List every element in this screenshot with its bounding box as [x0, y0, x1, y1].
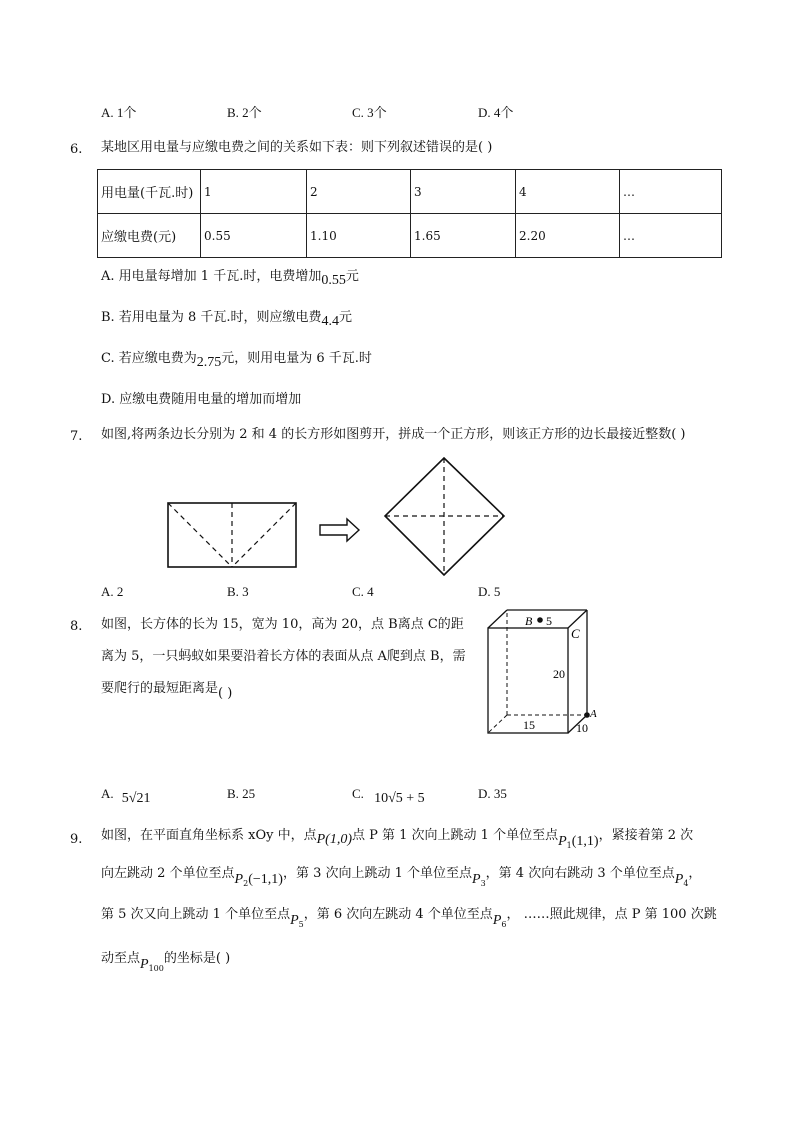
q9-text: 向左跳动 2 个单位至点 [101, 866, 235, 881]
q5-option-c: C. 3个 [352, 105, 387, 120]
q9-line1 [101, 827, 693, 855]
q7-cut-line [168, 503, 232, 567]
q6-option-c-text: C. 若应缴电费为 [101, 351, 197, 366]
q8-label-5: 5 [546, 614, 552, 628]
q9-point-p0: P(1,0) [316, 832, 352, 847]
q8-answer-paren: ( ) [218, 686, 233, 701]
q7-figure [160, 450, 520, 585]
q8-number: 8. [70, 619, 83, 634]
table-row [98, 170, 722, 214]
q8-label-c: C [571, 626, 580, 641]
q6-option-a-unit: 元 [345, 269, 359, 284]
q6-option-c [101, 350, 372, 372]
q8-option-c-label: C. [352, 786, 364, 801]
q6-number: 6. [70, 142, 83, 157]
q8-option-d: D. 35 [478, 786, 507, 801]
q7-option-d: D. 5 [478, 584, 501, 599]
q8-stem-line2: 离为 5，一只蚂蚁如果要沿着长方体的表面从点 A爬到点 B，需 [101, 649, 466, 664]
q6-stem [101, 139, 492, 157]
q8-option-c [352, 785, 425, 804]
q6-option-a-text: A. 用电量每增加 1 千瓦.时，电费增加 [101, 269, 322, 284]
q7-stem [101, 426, 686, 444]
q8-option-c-value: 10√5 + 5 [374, 791, 425, 806]
q5-option-b: B. 2个 [227, 105, 262, 120]
q8-point-a [584, 712, 590, 718]
q9-line4 [101, 950, 230, 978]
q5-option-a: A. 1个 [101, 105, 137, 120]
q8-label-15: 15 [523, 718, 535, 732]
q9-point-p6: P [492, 913, 502, 928]
q7-stem-text: 如图,将两条边长分别为 2 和 4 的长方形如图剪开，拼成一个正方形，则该正方形的边长最接近整数 [101, 427, 672, 442]
table-cell: 1.10 [307, 214, 411, 258]
table-cell: 0.55 [201, 214, 307, 258]
q8-label-20: 20 [553, 667, 565, 681]
q6-option-a [101, 268, 359, 290]
q8-stem-text: 要爬行的最短距离是 [101, 681, 219, 696]
q9-text: ， ……照此规律，点 P 第 100 次跳 [506, 907, 717, 922]
q8-hidden-edge [488, 715, 507, 733]
q8-option-a-value: 5√21 [121, 791, 151, 806]
q8-stem-line1: 如图，长方体的长为 15，宽为 10，高为 20，点 B离点 C的距 [101, 617, 464, 632]
q9-point-p2-sub: 2 [243, 879, 249, 888]
q6-option-c-value: 2.75 [196, 355, 222, 370]
q7-option-c: C. 4 [352, 584, 374, 599]
table-cell: 2.20 [516, 214, 620, 258]
q9-text: ，第 4 次向右跳动 3 个单位至点 [485, 866, 675, 881]
q6-option-b-text: B. 若用电量为 8 千瓦.时，则应缴电费 [101, 310, 322, 325]
q9-point-p4: P [674, 872, 684, 887]
q9-point-p2: P [234, 872, 244, 887]
q5-option-d: D. 4个 [478, 105, 514, 120]
q9-point-p1-sub: 1 [566, 841, 572, 850]
q9-text: ，第 3 次向上跳动 1 个单位至点 [282, 866, 473, 881]
q8-label-a: A [590, 708, 597, 720]
q8-point-b [537, 617, 543, 623]
table-cell: 4 [516, 170, 620, 214]
q9-number: 9. [70, 832, 83, 847]
q9-answer-paren: ( ) [215, 951, 231, 966]
q7-cut-line [232, 503, 296, 567]
table-cell: 2 [307, 170, 411, 214]
table-row [98, 214, 722, 258]
q9-point-p3: P [472, 872, 481, 887]
q7-option-a: A. 2 [101, 584, 124, 599]
q9-point-p6-sub: 6 [501, 920, 507, 929]
q9-point-p5: P [290, 913, 299, 928]
q9-point-p5-sub: 5 [298, 920, 304, 929]
q6-stem-text: 某地区用电量与应缴电费之间的关系如下表：则下列叙述错误的是 [101, 140, 479, 155]
table-header-fee: 应缴电费(元) [98, 214, 201, 258]
q9-text: 第 5 次又向上跳动 1 个单位至点 [101, 907, 291, 922]
q8-option-a-label: A. [101, 786, 114, 801]
q6-answer-paren: ( ) [478, 140, 493, 155]
table-cell: 1 [201, 170, 307, 214]
q9-point-p4-sub: 4 [683, 879, 689, 888]
table-cell: 1.65 [411, 214, 516, 258]
q9-point-p1: P [558, 834, 567, 849]
q6-table [97, 169, 722, 258]
table-header-usage: 用电量(千瓦.时) [98, 170, 201, 214]
q7-option-b: B. 3 [227, 584, 249, 599]
q9-line3 [101, 906, 717, 934]
table-cell: … [620, 214, 722, 258]
q8-cuboid-figure [480, 600, 600, 740]
q9-point-p1-coord: (1,1) [571, 834, 599, 849]
q9-text: 的坐标是 [163, 951, 216, 966]
q9-text: ，第 6 次向左跳动 4 个单位至点 [303, 907, 493, 922]
q9-point-p100-sub: 100 [148, 964, 164, 973]
q8-edge [488, 610, 507, 628]
q7-arrow-icon [320, 519, 359, 541]
q6-option-c-unit: 元，则用电量为 6 千瓦.时 [221, 351, 372, 366]
q9-point-p2-coord: (−1,1) [248, 872, 283, 887]
q8-option-b: B. 25 [227, 786, 256, 801]
q9-point-p100: P [140, 957, 149, 972]
q9-text: 动至点 [101, 951, 141, 966]
q9-text: ，紧接着第 2 次 [598, 828, 694, 843]
q7-answer-paren: ( ) [671, 427, 686, 442]
q9-text: ， [688, 866, 702, 881]
q9-text: 如图，在平面直角坐标系 xOy 中，点 [101, 828, 317, 843]
q6-option-d: D. 应缴电费随用电量的增加而增加 [101, 392, 302, 407]
q9-point-p3-sub: 3 [480, 879, 486, 888]
q6-option-b [101, 309, 352, 331]
q8-label-10: 10 [576, 721, 588, 735]
q8-label-b: B [525, 614, 533, 628]
table-cell: 3 [411, 170, 516, 214]
table-cell: … [620, 170, 722, 214]
q9-text: 点 P 第 1 次向上跳动 1 个单位至点 [352, 828, 559, 843]
q8-stem-line3 [101, 680, 232, 703]
q6-option-b-value: 4.4 [321, 314, 339, 329]
q8-option-a [101, 785, 150, 804]
q9-line2 [101, 865, 701, 893]
q7-number: 7. [70, 429, 83, 444]
q6-option-a-value: 0.55 [321, 273, 346, 288]
q6-option-b-unit: 元 [339, 310, 353, 325]
